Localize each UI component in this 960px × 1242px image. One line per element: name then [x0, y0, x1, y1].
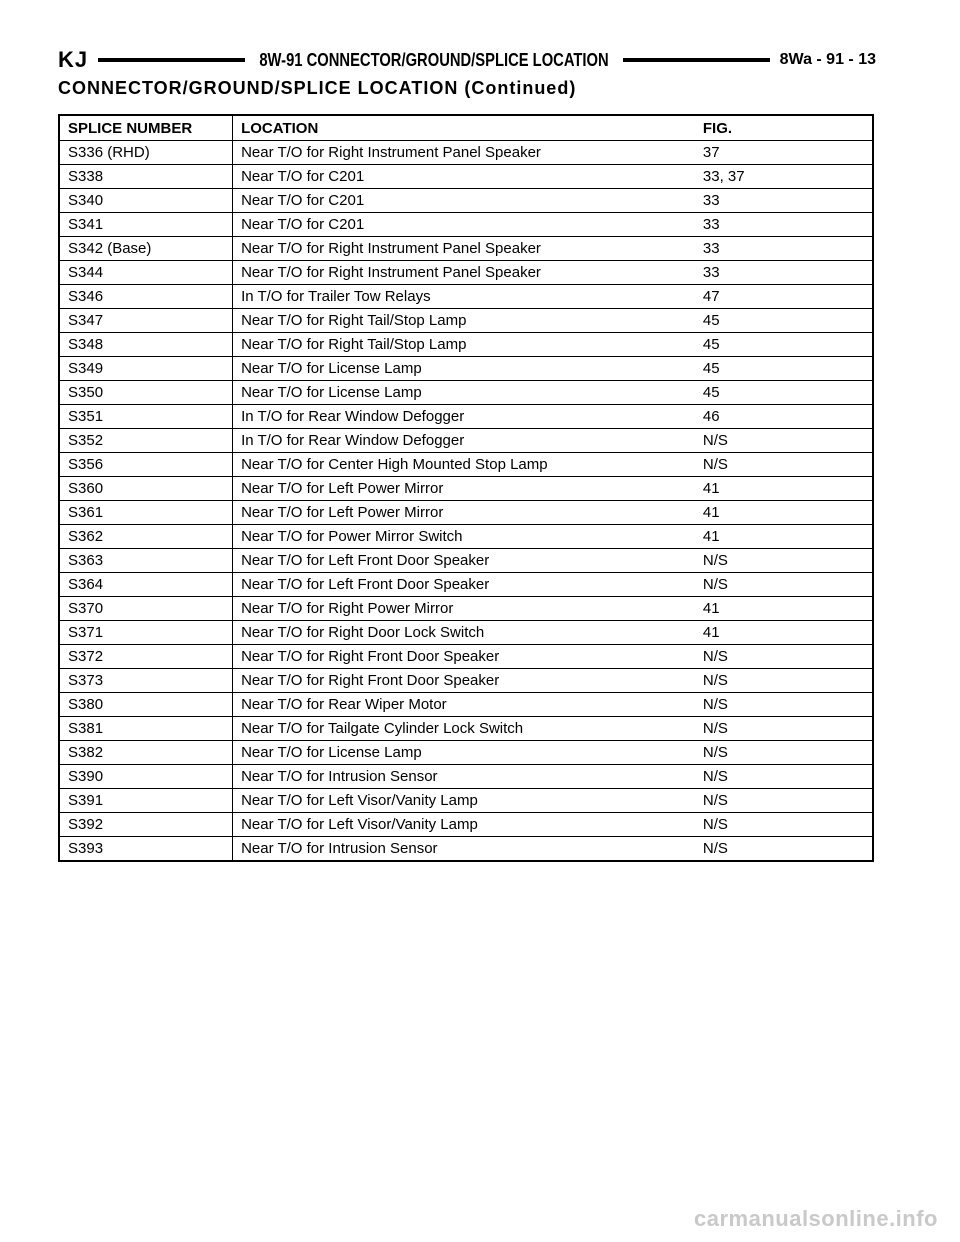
- cell-location: Near T/O for Left Front Door Speaker: [233, 573, 695, 597]
- header-rule-left: [98, 58, 245, 62]
- cell-fig: 47: [695, 285, 873, 309]
- cell-splice-number: S370: [59, 597, 233, 621]
- cell-fig: 41: [695, 501, 873, 525]
- header-section-name: 8W-91 CONNECTOR/GROUND/SPLICE LOCATION: [259, 49, 609, 70]
- cell-fig: 37: [695, 141, 873, 165]
- table-row: [59, 189, 873, 213]
- cell-splice-number: S349: [59, 357, 233, 381]
- cell-location: Near T/O for License Lamp: [233, 741, 695, 765]
- cell-fig: 41: [695, 621, 873, 645]
- table-row: [59, 237, 873, 261]
- cell-fig: N/S: [695, 669, 873, 693]
- cell-fig: 33: [695, 237, 873, 261]
- cell-splice-number: S342 (Base): [59, 237, 233, 261]
- cell-location: Near T/O for Right Door Lock Switch: [233, 621, 695, 645]
- cell-splice-number: S361: [59, 501, 233, 525]
- cell-splice-number: S346: [59, 285, 233, 309]
- cell-splice-number: S351: [59, 405, 233, 429]
- cell-splice-number: S373: [59, 669, 233, 693]
- table-row: [59, 645, 873, 669]
- table-row: [59, 309, 873, 333]
- header-rule-right: [623, 58, 770, 62]
- cell-location: Near T/O for Right Instrument Panel Speaker: [233, 237, 695, 261]
- cell-splice-number: S382: [59, 741, 233, 765]
- cell-fig: N/S: [695, 789, 873, 813]
- table-row: [59, 453, 873, 477]
- cell-fig: N/S: [695, 429, 873, 453]
- cell-fig: 33: [695, 189, 873, 213]
- table-row: [59, 525, 873, 549]
- column-header-splice-number: SPLICE NUMBER: [59, 115, 233, 141]
- cell-splice-number: S362: [59, 525, 233, 549]
- cell-fig: N/S: [695, 813, 873, 837]
- cell-location: Near T/O for Left Power Mirror: [233, 477, 695, 501]
- table-row: [59, 765, 873, 789]
- cell-splice-number: S393: [59, 837, 233, 862]
- page-header: [58, 40, 876, 80]
- cell-fig: 45: [695, 309, 873, 333]
- cell-location: Near T/O for Rear Wiper Motor: [233, 693, 695, 717]
- cell-location: Near T/O for Left Visor/Vanity Lamp: [233, 813, 695, 837]
- table-row: [59, 405, 873, 429]
- table-row: [59, 141, 873, 165]
- table-row: [59, 693, 873, 717]
- cell-fig: N/S: [695, 573, 873, 597]
- cell-fig: 33: [695, 213, 873, 237]
- table-row: [59, 669, 873, 693]
- cell-fig: N/S: [695, 765, 873, 789]
- cell-location: Near T/O for Center High Mounted Stop Lamp: [233, 453, 695, 477]
- splice-location-table: [58, 114, 874, 862]
- cell-location: In T/O for Rear Window Defogger: [233, 405, 695, 429]
- cell-splice-number: S380: [59, 693, 233, 717]
- header-model-code: KJ: [58, 47, 89, 72]
- cell-location: Near T/O for Tailgate Cylinder Lock Switch: [233, 717, 695, 741]
- table-row: [59, 261, 873, 285]
- cell-splice-number: S360: [59, 477, 233, 501]
- cell-splice-number: S381: [59, 717, 233, 741]
- table-row: [59, 429, 873, 453]
- table-row: [59, 741, 873, 765]
- table-row: [59, 837, 873, 862]
- cell-splice-number: S356: [59, 453, 233, 477]
- cell-fig: N/S: [695, 645, 873, 669]
- table-row: [59, 333, 873, 357]
- cell-splice-number: S363: [59, 549, 233, 573]
- cell-splice-number: S372: [59, 645, 233, 669]
- cell-splice-number: S340: [59, 189, 233, 213]
- cell-fig: 45: [695, 381, 873, 405]
- cell-splice-number: S352: [59, 429, 233, 453]
- table-row: [59, 477, 873, 501]
- table-row: [59, 621, 873, 645]
- cell-fig: N/S: [695, 693, 873, 717]
- cell-fig: 45: [695, 333, 873, 357]
- cell-splice-number: S338: [59, 165, 233, 189]
- table-body: [59, 141, 873, 862]
- cell-location: Near T/O for Intrusion Sensor: [233, 765, 695, 789]
- cell-location: In T/O for Trailer Tow Relays: [233, 285, 695, 309]
- cell-fig: 46: [695, 405, 873, 429]
- cell-location: Near T/O for License Lamp: [233, 381, 695, 405]
- watermark: carmanualsonline.info: [694, 1206, 938, 1231]
- table-row: [59, 573, 873, 597]
- cell-splice-number: S350: [59, 381, 233, 405]
- cell-location: Near T/O for Right Front Door Speaker: [233, 645, 695, 669]
- cell-splice-number: S348: [59, 333, 233, 357]
- cell-location: Near T/O for Right Instrument Panel Speaker: [233, 141, 695, 165]
- cell-fig: 33, 37: [695, 165, 873, 189]
- table-row: [59, 813, 873, 837]
- cell-location: In T/O for Rear Window Defogger: [233, 429, 695, 453]
- cell-splice-number: S391: [59, 789, 233, 813]
- header-page-number: 8Wa - 91 - 13: [779, 51, 876, 68]
- cell-fig: 33: [695, 261, 873, 285]
- cell-fig: N/S: [695, 717, 873, 741]
- table-row: [59, 789, 873, 813]
- cell-splice-number: S344: [59, 261, 233, 285]
- cell-fig: N/S: [695, 741, 873, 765]
- cell-location: Near T/O for Left Power Mirror: [233, 501, 695, 525]
- table-row: [59, 165, 873, 189]
- cell-location: Near T/O for Left Front Door Speaker: [233, 549, 695, 573]
- cell-location: Near T/O for Right Tail/Stop Lamp: [233, 309, 695, 333]
- cell-location: Near T/O for C201: [233, 165, 695, 189]
- cell-location: Near T/O for Right Power Mirror: [233, 597, 695, 621]
- column-header-fig: FIG.: [695, 115, 873, 141]
- cell-location: Near T/O for Right Tail/Stop Lamp: [233, 333, 695, 357]
- table-row: [59, 549, 873, 573]
- cell-location: Near T/O for Left Visor/Vanity Lamp: [233, 789, 695, 813]
- table-row: [59, 285, 873, 309]
- cell-splice-number: S392: [59, 813, 233, 837]
- cell-location: Near T/O for C201: [233, 213, 695, 237]
- cell-fig: N/S: [695, 837, 873, 862]
- table-row: [59, 357, 873, 381]
- cell-splice-number: S336 (RHD): [59, 141, 233, 165]
- cell-location: Near T/O for License Lamp: [233, 357, 695, 381]
- cell-fig: 41: [695, 525, 873, 549]
- table-header-row: [59, 115, 873, 141]
- table-row: [59, 717, 873, 741]
- cell-location: Near T/O for Right Instrument Panel Speaker: [233, 261, 695, 285]
- cell-splice-number: S390: [59, 765, 233, 789]
- table-row: [59, 213, 873, 237]
- cell-location: Near T/O for Power Mirror Switch: [233, 525, 695, 549]
- cell-splice-number: S364: [59, 573, 233, 597]
- table-row: [59, 501, 873, 525]
- column-header-location: LOCATION: [233, 115, 695, 141]
- cell-splice-number: S341: [59, 213, 233, 237]
- table-row: [59, 597, 873, 621]
- cell-fig: 41: [695, 597, 873, 621]
- cell-splice-number: S347: [59, 309, 233, 333]
- cell-location: Near T/O for Intrusion Sensor: [233, 837, 695, 862]
- cell-fig: 45: [695, 357, 873, 381]
- cell-splice-number: S371: [59, 621, 233, 645]
- cell-location: Near T/O for C201: [233, 189, 695, 213]
- section-title: CONNECTOR/GROUND/SPLICE LOCATION (Continued): [58, 78, 577, 98]
- cell-fig: 41: [695, 477, 873, 501]
- cell-fig: N/S: [695, 453, 873, 477]
- cell-fig: N/S: [695, 549, 873, 573]
- table-row: [59, 381, 873, 405]
- cell-location: Near T/O for Right Front Door Speaker: [233, 669, 695, 693]
